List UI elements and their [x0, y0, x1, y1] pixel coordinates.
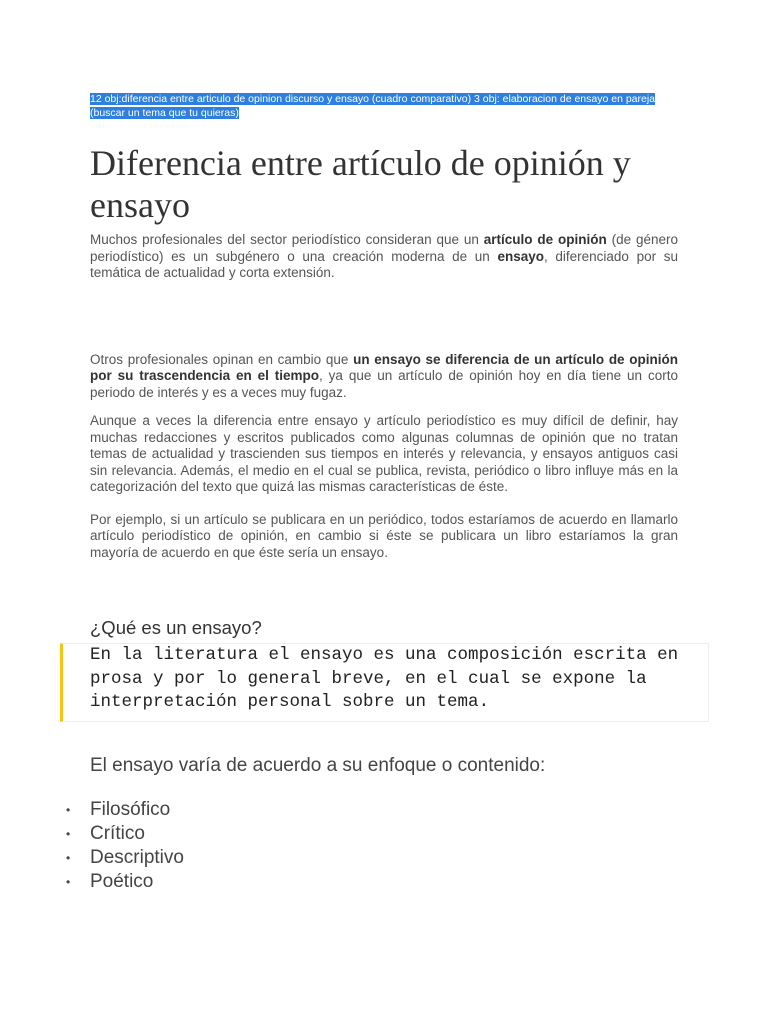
definition-quote-block: En la literatura el ensayo es una composición escrita en prosa y por lo general breve, en el cual se expone la interpretación personal sobre un tema. [60, 643, 709, 722]
list-item-label: Filosófico [90, 798, 171, 820]
bullet-icon: • [66, 802, 71, 817]
paragraph-1-text-a: Muchos profesionales del sector periodístico consideran que un [90, 232, 484, 247]
paragraph-2-text-b: , ya que un artículo de opinión hoy en día tiene un corto periodo de interés y es a veces muy fugaz. [90, 368, 678, 400]
paragraph-2-bold: un ensayo se diferencia de un artículo de opinión por su trascendencia en el tiempo [90, 351, 678, 383]
paragraph-3: Aunque a veces la diferencia entre ensayo y artículo periodístico es muy difícil de definir, hay muchas redacciones y escritos publicados como algunas columnas de opinión que no tratan temas de actualidad y trascienden sus tiempos en interés y relevancia, y ensayos antiguos casi sin relevancia. Además, el medio en el cual se publica, revista, periódico o libro influye más en la categorización del texto que quizá las mismas características de éste. [90, 413, 678, 494]
paragraph-1-bold-a: artículo de opinión [483, 232, 607, 247]
paragraph-1-bold-b: ensayo [497, 248, 544, 264]
paragraph-1-text-c: , diferenciado por su temática de actualidad y corta extensión. [90, 248, 678, 280]
paragraph-1-text-b: (de género periodístico) es un subgénero o una creación moderna de un [90, 232, 678, 264]
list-item [66, 822, 678, 846]
bullet-icon: • [66, 874, 71, 889]
highlighted-line-1: 12 obj:diferencia entre articulo de opinion discurso y ensayo (cuadro comparativo) 3 obj: elaboracion de ensayo en pareja [90, 93, 656, 105]
list-item [66, 846, 678, 870]
paragraph-2-text-a: Otros profesionales opinan en cambio que [90, 351, 354, 367]
paragraph-4: Por ejemplo, si un artículo se publicara en un periódico, todos estaríamos de acuerdo en llamarlo artículo periodístico de opinión, en cambio si éste se publicara un libro estaríamos la gran mayoría de acuerdo en que éste sería un ensayo. [90, 511, 678, 560]
essay-types-list [66, 798, 678, 894]
highlighted-text-block[interactable] [90, 92, 678, 120]
highlighted-line-2: (buscar un tema que tu quieras) [90, 107, 239, 119]
bullet-icon: • [66, 826, 71, 841]
varies-heading: El ensayo varía de acuerdo a su enfoque o contenido: [90, 754, 546, 776]
list-item-label: Crítico [90, 822, 145, 844]
list-item-label: Poético [90, 870, 154, 892]
paragraph-1 [90, 232, 678, 282]
document-page [66, 92, 679, 894]
list-item-label: Descriptivo [90, 846, 184, 868]
list-item [66, 870, 678, 894]
bullet-icon: • [66, 850, 71, 865]
list-item [66, 798, 678, 822]
question-heading: ¿Qué es un ensayo? [90, 617, 262, 638]
document-title: Diferencia entre artículo de opinión y ensayo [90, 143, 631, 225]
paragraph-2 [90, 352, 678, 402]
